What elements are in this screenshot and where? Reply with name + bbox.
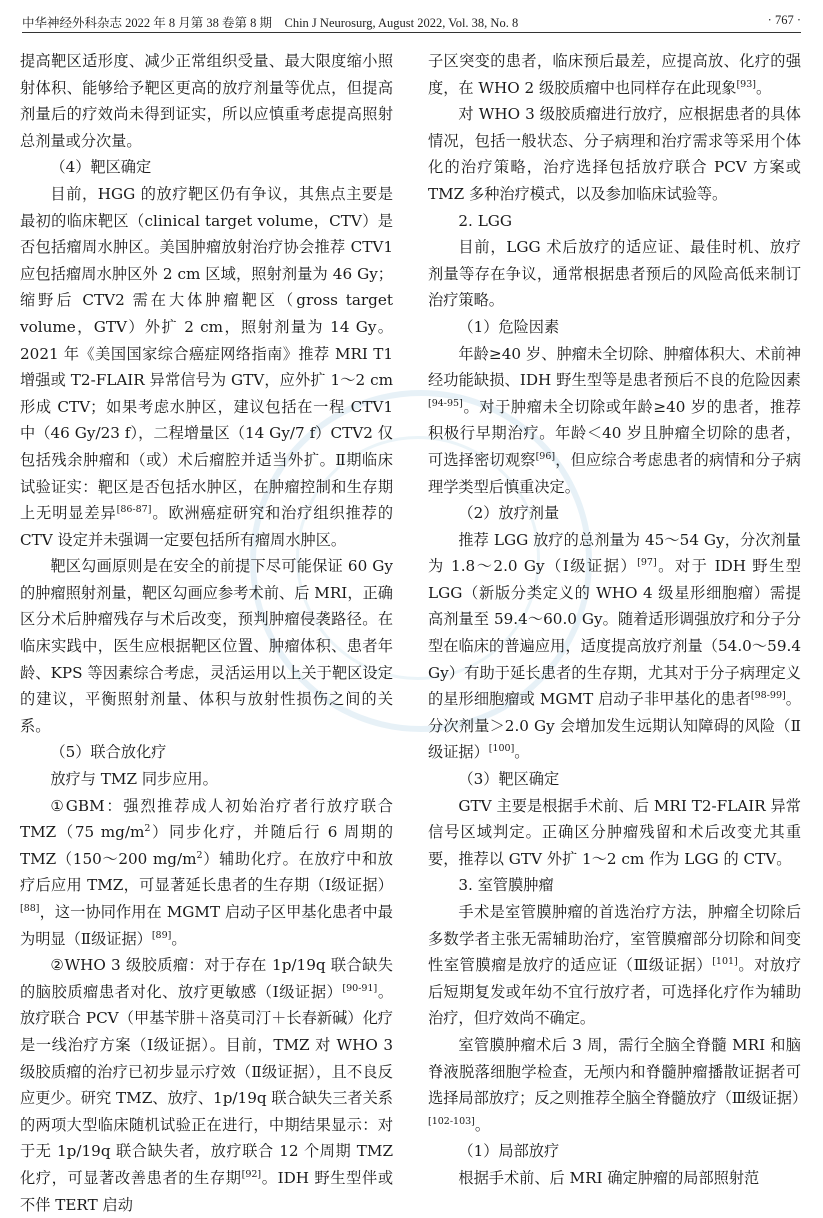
- body-paragraph: 对 WHO 3 级胶质瘤进行放疗，应根据患者的具体情况，包括一般状态、分子病理和治疗需求等采用个体化的治疗策略，治疗选择包括放疗联合 PCV 方案或 TMZ 多种治疗模式，以及参加临床试验等。: [428, 105, 801, 203]
- right-column: [428, 48, 808, 1192]
- section-heading: （1）危险因素: [458, 317, 560, 336]
- page-number: · 767 ·: [767, 13, 801, 27]
- section-heading: （1）局部放疗: [458, 1142, 560, 1161]
- body-paragraph: 提高靶区适形度、减少正常组织受量、最大限度缩小照射体积、能够给予靶区更高的放疗剂量等优点，但提高剂量后的疗效尚未得到证实，所以应慎重考虑提高照射总剂量或分次量。: [20, 52, 393, 150]
- body-paragraph: 室管膜肿瘤术后 3 周，需行全脑全脊髓 MRI 和脑脊液脱落细胞学检查，无颅内和脊髓肿瘤播散证据者可选择局部放疗；反之则推荐全脑全脊髓放疗（Ⅲ级证据）[102-103]。: [428, 1035, 808, 1134]
- body-paragraph: ②WHO 3 级胶质瘤：对于存在 1p/19q 联合缺失的脑胶质瘤患者对化、放疗更敏感（Ⅰ级证据）[90-91]。放疗联合 PCV（甲基苄肼＋洛莫司汀＋长春新碱）化疗是一线治疗方案（Ⅰ级证据）。目前，TMZ 对 WHO 3 级胶质瘤的治疗已初步显示疗效（Ⅱ级证据），且不良反应更少。研究 TMZ、放疗、1p/19q 联合缺失三者关系的两项大型临床随机试验正在进行，中期结果显示：对于无 1p/19q 联合缺失者，放疗联合 12 个周期 TMZ 化疗，可显著改善患者的生存期[92]。IDH 野生型伴或不伴 TERT 启动: [20, 956, 394, 1214]
- section-heading: （2）放疗剂量: [458, 504, 560, 523]
- journal-citation: 中华神经外科杂志 2022 年 8 月第 38 卷第 8 期 Chin J Neurosurg, August 2022, Vol. 38, No. 8: [22, 16, 519, 30]
- left-column: [20, 48, 393, 1218]
- body-paragraph: 子区突变的患者，临床预后最差，应提高放、化疗的强度，在 WHO 2 级胶质瘤中也同样存在此现象[93]。: [428, 52, 801, 97]
- body-paragraph: 目前，HGG 的放疗靶区仍有争议，其焦点主要是最初的临床靶区（clinical target volume，CTV）是否包括瘤周水肿区。美国肿瘤放射治疗协会推荐 CTV1 应包括瘤周水肿区外 2 cm 区域，照射剂量为 46 Gy；缩野后 CTV2 需在大体肿瘤靶区（gross target volume，GTV）外扩 2 cm，照射剂量为 14 Gy。2021 年《美国国家综合癌症网络指南》推荐 MRI T1 增强或 T2-FLAIR 异常信号为 GTV，应外扩 1～2 cm 形成 CTV；如果考虑水肿区，建议包括在一程 CTV1 中（46 Gy/23 f），二程增量区（14 Gy/7 f）CTV2 仅包括残余肿瘤和（或）术后瘤腔并适当外扩。Ⅱ期临床试验证实：靶区是否包括水肿区，在肿瘤控制和生存期上无明显差异[86-87]。欧洲癌症研究和治疗组织推荐的 CTV 设定并未强调一定要包括所有瘤周水肿区。: [20, 184, 394, 549]
- body-paragraph: 推荐 LGG 放疗的总剂量为 45～54 Gy，分次剂量为 1.8～2.0 Gy（Ⅰ级证据）[97]。对于 IDH 野生型 LGG（新版分类定义的 WHO 4 级星形细胞瘤）需提高剂量至 59.4～60.0 Gy。随着适形调强放疗和分子分型在临床的普遍应用，适度提高放疗剂量（54.0～59.4 Gy）有助于延长患者的生存期，尤其对于分子病理定义的星形细胞瘤或 MGMT 启动子非甲基化的患者[98-99]。分次剂量＞2.0 Gy 会增加发生远期认知障碍的风险（Ⅱ级证据）[100]。: [428, 530, 801, 762]
- body-paragraph: 目前，LGG 术后放疗的适应证、最佳时机、放疗剂量等存在争议，通常根据患者预后的风险高低来制订治疗策略。: [428, 238, 801, 310]
- body-paragraph: 放疗与 TMZ 同步应用。: [50, 770, 218, 789]
- running-header: [22, 10, 801, 33]
- body-paragraph: 根据手术前、后 MRI 确定肿瘤的局部照射范: [458, 1168, 760, 1187]
- body-paragraph: 靶区勾画原则是在安全的前提下尽可能保证 60 Gy 的肿瘤照射剂量，靶区勾画应参考术前、后 MRI，正确区分术后肿瘤残存与术后改变，预判肿瘤侵袭路径。在临床实践中，医生应根据靶区位置、肿瘤体积、患者年龄、KPS 等因素综合考虑，灵活运用以上关于靶区设定的建议，平衡照射剂量、体积与放射性损伤之间的关系。: [20, 557, 393, 735]
- body-paragraph: GTV 主要是根据手术前、后 MRI T2-FLAIR 异常信号区域判定。正确区分肿瘤残留和术后改变尤其重要，推荐以 GTV 外扩 1～2 cm 作为 LGG 的 CTV。: [428, 796, 801, 868]
- section-heading: 3. 室管膜肿瘤: [458, 876, 554, 895]
- body-paragraph: 年龄≥40 岁、肿瘤未全切除、肿瘤体积大、术前神经功能缺损、IDH 野生型等是患者预后不良的危险因素[94-95]。对于肿瘤未全切除或年龄≥40 岁的患者，推荐积极行早期治疗。年龄＜40 岁且肿瘤全切除的患者，可选择密切观察[96]，但应综合考虑患者的病情和分子病理学类型后慎重决定。: [428, 344, 802, 496]
- section-heading: （5）联合放化疗: [50, 743, 167, 762]
- body-paragraph: ①GBM：强烈推荐成人初始治疗者行放疗联合 TMZ（75 $mg/m^2$）同步化疗，并随后行 6 周期的 TMZ（150～200 $mg/m^2$）辅助化疗。在放疗中和放疗后应用 TMZ，可显著延长患者的生存期（Ⅰ级证据）[88]，这一协同作用在 MGMT 启动子区甲基化患者中最为明显（Ⅱ级证据）[89]。: [20, 796, 394, 948]
- body-paragraph: 手术是室管膜肿瘤的首选治疗方法，肿瘤全切除后多数学者主张无需辅助治疗，室管膜瘤部分切除和间变性室管膜瘤是放疗的适应证（Ⅲ级证据）[101]。对放疗后短期复发或年幼不宜行放疗者，可选择化疗作为辅助治疗，但疗效尚不确定。: [428, 903, 802, 1028]
- section-heading: （4）靶区确定: [50, 158, 152, 177]
- section-heading: （3）靶区确定: [458, 770, 560, 789]
- section-heading: 2. LGG: [458, 211, 513, 230]
